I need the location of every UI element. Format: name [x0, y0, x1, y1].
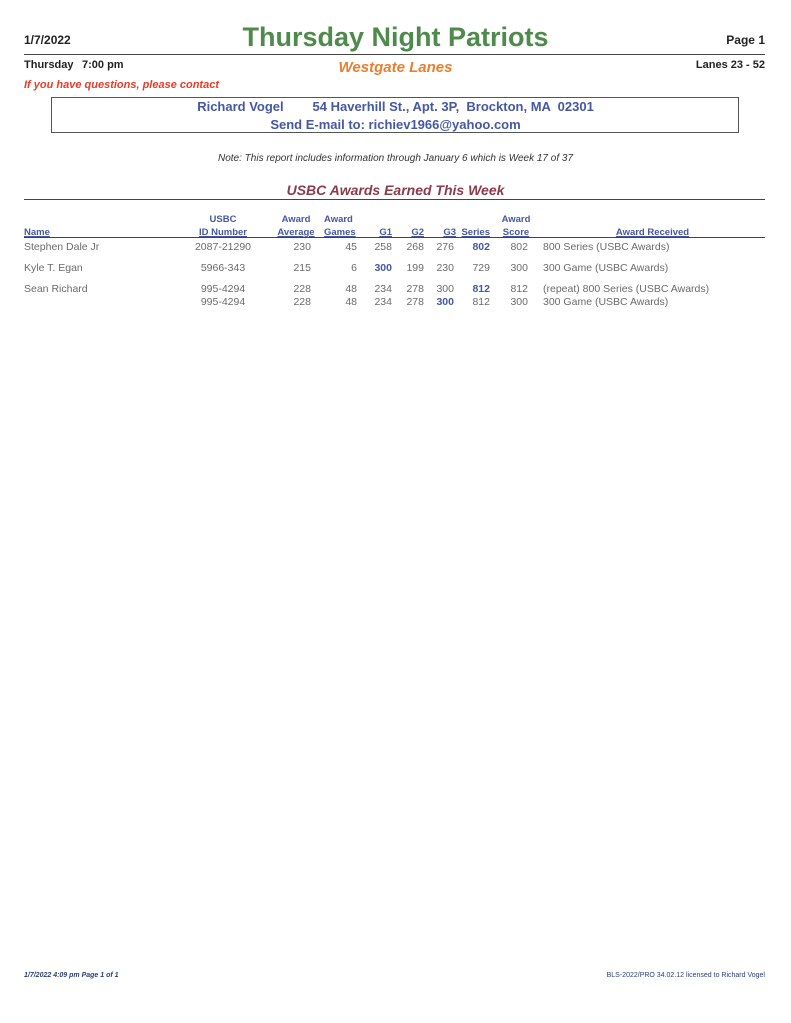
col-header-series: Series — [461, 227, 490, 238]
award-score: 812 — [510, 283, 528, 295]
report-note: Note: This report includes information through January 6 which is Week 17 of 37 — [218, 153, 573, 164]
table-header-divider — [24, 237, 765, 238]
game-2: 199 — [406, 262, 424, 274]
game-1: 234 — [374, 283, 392, 295]
award-average: 230 — [293, 241, 311, 253]
award-received: 300 Game (USBC Awards) — [543, 296, 669, 308]
col-header-award-games-top: Award — [324, 214, 353, 225]
contact-address: Richard Vogel 54 Haverhill St., Apt. 3P, Brockton, MA 02301 — [197, 99, 594, 114]
game-2: 278 — [406, 283, 424, 295]
usbc-id: 5966-343 — [200, 262, 246, 274]
award-score: 300 — [510, 296, 528, 308]
section-divider — [24, 199, 765, 200]
award-received: (repeat) 800 Series (USBC Awards) — [543, 283, 710, 295]
award-average: 215 — [293, 262, 311, 274]
league-title: Thursday Night Patriots — [242, 22, 549, 52]
bowler-name: Sean Richard — [24, 283, 88, 295]
award-games: 6 — [351, 262, 357, 274]
bowler-name: Kyle T. Egan — [24, 262, 83, 274]
game-1: 234 — [374, 296, 392, 308]
col-header-award-score: Score — [502, 227, 530, 238]
series: 812 — [472, 283, 490, 295]
col-header-award-games: Games — [324, 227, 356, 238]
questions-text: If you have questions, please contact — [24, 79, 219, 91]
col-header-award-received: Award Received — [615, 227, 690, 238]
col-header-g1: G1 — [379, 227, 392, 238]
venue-name: Westgate Lanes — [338, 59, 453, 76]
game-2: 278 — [406, 296, 424, 308]
league-time: 7:00 pm — [82, 59, 124, 71]
lanes-range: Lanes 23 - 52 — [695, 59, 765, 71]
award-score: 802 — [510, 241, 528, 253]
report-date: 1/7/2022 — [24, 33, 71, 47]
col-header-usbc-id: ID Number — [198, 227, 248, 238]
usbc-id: 995-4294 — [200, 283, 246, 295]
usbc-id: 2087-21290 — [194, 241, 252, 253]
col-header-g2: G2 — [411, 227, 424, 238]
col-header-name: Name — [24, 227, 50, 238]
col-header-usbc: USBC — [209, 214, 237, 225]
award-score: 300 — [510, 262, 528, 274]
award-received: 800 Series (USBC Awards) — [543, 241, 670, 253]
game-2: 268 — [406, 241, 424, 253]
series: 802 — [472, 241, 490, 253]
award-received: 300 Game (USBC Awards) — [543, 262, 669, 274]
game-1: 300 — [374, 262, 392, 274]
bowler-name: Stephen Dale Jr — [24, 241, 100, 253]
series: 812 — [472, 296, 490, 308]
award-average: 228 — [293, 296, 311, 308]
award-games: 45 — [345, 241, 357, 253]
contact-email: Send E-mail to: richiev1966@yahoo.com — [270, 117, 521, 132]
series: 729 — [472, 262, 490, 274]
header-divider — [24, 54, 765, 55]
game-3: 276 — [436, 241, 454, 253]
game-1: 258 — [374, 241, 392, 253]
col-header-award-score-top: Award — [501, 214, 531, 225]
col-header-award-avg-top: Award — [281, 214, 311, 225]
award-games: 48 — [345, 283, 357, 295]
col-header-g3: G3 — [443, 227, 456, 238]
footer-license: BLS-2022/PRO 34.02.12 licensed to Richard Vogel — [606, 972, 765, 979]
usbc-id: 995-4294 — [200, 296, 246, 308]
page-number: Page 1 — [726, 33, 765, 47]
award-games: 48 — [345, 296, 357, 308]
game-3: 230 — [436, 262, 454, 274]
col-header-award-average: Average — [277, 227, 315, 238]
section-title: USBC Awards Earned This Week — [286, 182, 505, 198]
game-3: 300 — [436, 296, 454, 308]
footer-timestamp: 1/7/2022 4:09 pm Page 1 of 1 — [24, 972, 119, 979]
game-3: 300 — [436, 283, 454, 295]
league-day: Thursday — [24, 59, 74, 71]
award-average: 228 — [293, 283, 311, 295]
